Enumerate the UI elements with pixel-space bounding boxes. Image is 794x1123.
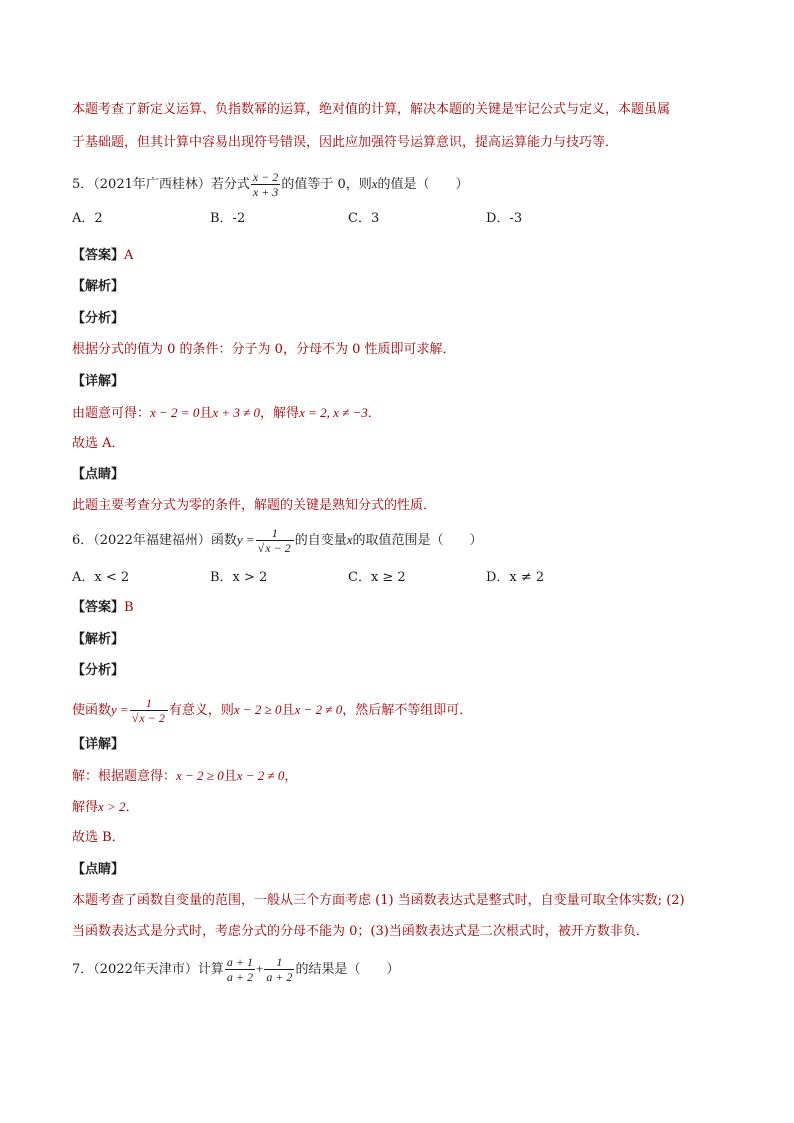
q6-y-eq: y = — [236, 532, 255, 547]
q6-detail1-math-1: x − 2 ≥ 0 — [176, 768, 224, 783]
q5-answer-tag: 【答案】 — [72, 248, 125, 263]
q6-option-b: B．x > 2 — [210, 570, 268, 585]
q5-fenxi-tag: 【分析】 — [72, 311, 125, 326]
q6-fenxi-a: 使函数 — [72, 703, 112, 718]
q6-stem — [72, 526, 483, 555]
q5-detail-math-3: x = 2, x ≠ −3 — [299, 405, 368, 420]
q6-sqrt-radicand: x − 2 — [265, 541, 291, 555]
q6-detail1-a: 解：根据题意得： — [72, 769, 177, 784]
q5-detail-math-2: x + 3 ≠ 0 — [212, 405, 261, 420]
sqrt-icon: √x − 2 — [257, 541, 291, 555]
q5-jiexi-tag: 【解析】 — [72, 279, 125, 294]
q5-option-a: A．2 — [72, 211, 103, 226]
q6-dianjing-line-1: 本题考查了函数自变量的范围，一般从三个方面考虑 (1) 当函数表达式是整式时，自变量可取全体实数; (2) — [72, 893, 685, 908]
q6-detail2-a: 解得 — [72, 800, 99, 815]
q6-detail1-c: ， — [284, 769, 298, 784]
q5-fraction-denominator: x + 3 — [252, 185, 279, 199]
q5-stem-tail-a: 的值等于 0，则 — [281, 177, 372, 192]
q5-dianjing-text: 此题主要考查分式为零的条件，解题的关键是熟知分式的性质． — [72, 498, 437, 513]
q6-source: （2022年福建福州）函数 — [93, 533, 237, 548]
q6-detail1-b: 且 — [223, 769, 237, 784]
q7-fraction-2-numerator: 1 — [276, 955, 283, 969]
q6-option-d: D．x ≠ 2 — [486, 570, 545, 585]
q7-source: （2022年天津市）计算 — [93, 962, 224, 977]
q7-fraction-1-denominator: a + 2 — [226, 970, 253, 984]
q6-choose: 故选 B． — [72, 830, 125, 845]
q6-fenxi-line — [72, 696, 472, 725]
q5-answer: A — [124, 248, 134, 263]
q6-xiangjie-tag: 【详解】 — [72, 737, 125, 752]
q5-fenxi-text: 根据分式的值为 0 的条件：分子为 0，分母不为 0 性质即可求解． — [72, 342, 456, 357]
q6-fenxi-math-1: x − 2 ≥ 0 — [233, 702, 282, 717]
q5-detail-line — [72, 403, 381, 424]
q5-option-b: B．-2 — [210, 211, 246, 226]
q5-fraction — [251, 170, 280, 199]
q6-number: 6． — [72, 533, 94, 548]
q6-detail1-math-2: x − 2 ≠ 0 — [236, 768, 285, 783]
q5-choose: 故选 A． — [72, 436, 125, 451]
q5-number: 5． — [72, 177, 94, 192]
q6-fenxi-y-eq: y = — [111, 702, 129, 717]
sqrt-icon: √x − 2 — [131, 711, 165, 725]
q6-stem-tail-b: 的取值范围是（ ） — [352, 533, 483, 548]
q5-stem-tail-b: 的值是（ ） — [377, 177, 469, 192]
q6-option-a: A．x < 2 — [72, 570, 130, 585]
q6-option-c: C．x ≥ 2 — [348, 570, 406, 585]
q6-dianjing-tag: 【点睛】 — [72, 862, 125, 877]
q6-fraction — [256, 526, 294, 555]
q7-stem — [72, 955, 399, 984]
q6-var-x: x — [346, 532, 353, 547]
q5-detail-d: ． — [367, 406, 381, 421]
q6-fenxi-sqrt-radicand: x − 2 — [139, 711, 165, 725]
q5-option-d: D．-3 — [486, 211, 523, 226]
q4-summary-line-1: 本题考查了新定义运算、负指数幂的运算，绝对值的计算，解决本题的关键是牢记公式与定义，本题虽属 — [72, 102, 671, 117]
q6-fenxi-fraction — [130, 696, 168, 725]
q6-fenxi-fraction-numerator: 1 — [145, 696, 152, 710]
q6-dianjing-line-2: 当函数表达式是分式时，考虑分式的分母不能为 0；(3)当函数表达式是二次根式时，被开方数非负． — [72, 924, 649, 939]
q5-source: （2021年广西桂林）若分式 — [93, 177, 250, 192]
q6-fenxi-fraction-denominator — [130, 710, 168, 725]
q7-fraction-1 — [225, 955, 255, 984]
q7-plus: + — [255, 961, 264, 976]
q6-detail2-b: ． — [125, 800, 139, 815]
q7-number: 7． — [72, 962, 94, 977]
q7-fraction-2-denominator: a + 2 — [266, 970, 293, 984]
q4-summary-line-2: 于基础题，但其计算中容易出现符号错误，因此应加强符号运算意识，提高运算能力与技巧等． — [72, 135, 619, 150]
q5-detail-math-1: x − 2 = 0 — [150, 405, 200, 420]
q7-fraction-2 — [264, 955, 294, 984]
q6-answer: B — [124, 600, 134, 615]
q6-detail2-math: x > 2 — [98, 799, 126, 814]
q7-fraction-1-numerator: a + 1 — [226, 955, 253, 969]
q5-option-c: C．3 — [348, 211, 380, 226]
q6-answer-tag: 【答案】 — [72, 600, 125, 615]
q6-answer-line — [72, 598, 134, 618]
q6-fenxi-tag: 【分析】 — [72, 663, 125, 678]
q6-jiexi-tag: 【解析】 — [72, 632, 125, 647]
q5-detail-c: ，解得 — [260, 406, 300, 421]
q6-fraction-numerator: 1 — [271, 526, 278, 540]
q5-var-x: x — [371, 176, 378, 191]
q5-xiangjie-tag: 【详解】 — [72, 374, 125, 389]
q7-stem-tail: 的结果是（ ） — [295, 962, 400, 977]
q6-stem-tail-a: 的自变量 — [294, 533, 347, 548]
q6-fenxi-c: 且 — [281, 703, 295, 718]
q5-fraction-numerator: x − 2 — [252, 170, 279, 184]
q6-fenxi-d: ，然后解不等组即可． — [342, 703, 473, 718]
q6-fenxi-b: 有意义，则 — [168, 703, 234, 718]
q5-detail-b: 且 — [199, 406, 213, 421]
q5-answer-line — [72, 246, 133, 266]
q5-stem — [72, 170, 469, 199]
q6-fenxi-math-2: x − 2 ≠ 0 — [294, 702, 343, 717]
q5-dianjing-tag: 【点睛】 — [72, 467, 125, 482]
q5-detail-a: 由题意可得： — [72, 406, 151, 421]
q6-detail-line-1 — [72, 766, 297, 787]
q6-detail-line-2 — [72, 797, 139, 818]
q6-fraction-denominator — [256, 540, 294, 555]
